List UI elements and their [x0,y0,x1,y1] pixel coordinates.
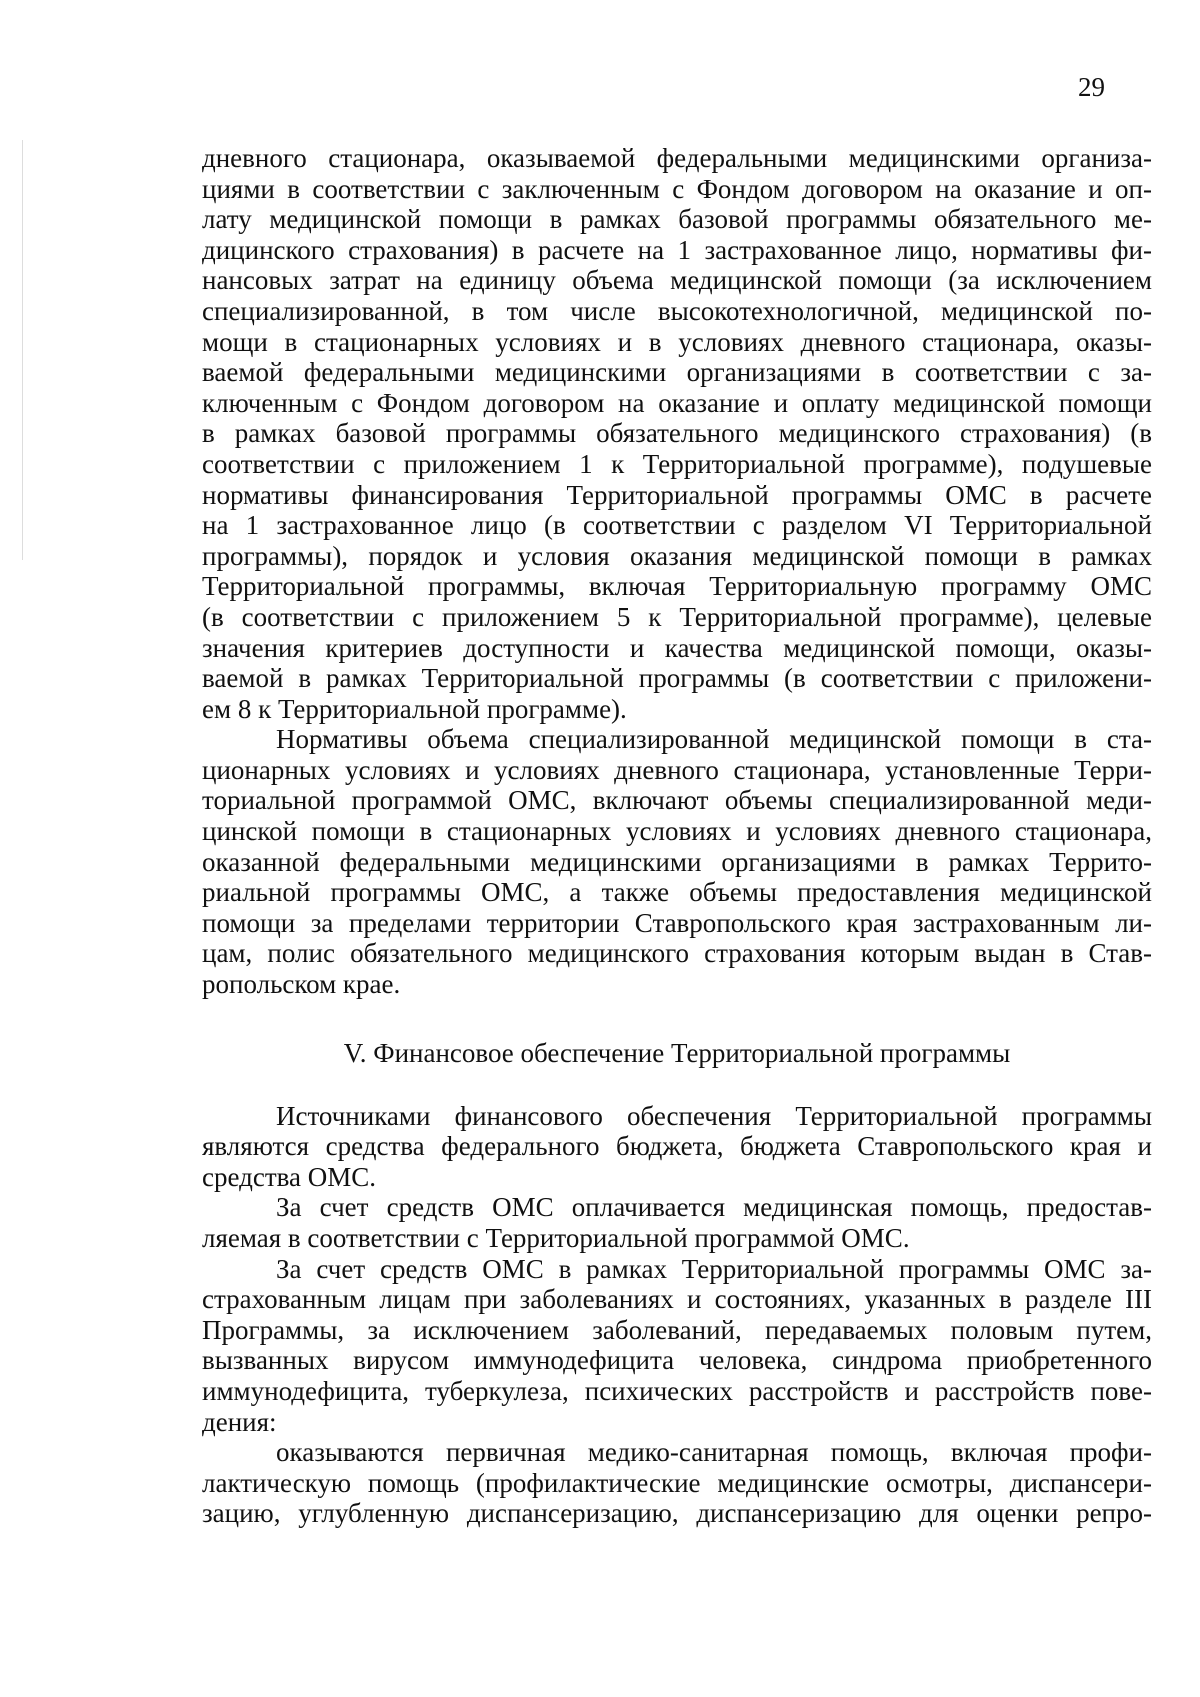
page-number: 29 [1078,72,1105,102]
paragraph-first-line: За счет средств ОМС в рамках Территориальной программы ОМС за- [276,1253,1152,1284]
text-line: ляемая в соответствии с Территориальной программой ОМС. [202,1223,910,1253]
text-line: ваемой федеральными медицинскими организациями в соответствии с за- [202,357,1152,388]
text-line: (в соответствии с приложением 5 к Территориальной программе), целевые [202,601,1152,632]
text-line: значения критериев доступности и качества медицинской помощи, оказы- [202,632,1152,663]
document-body [202,143,1152,1529]
text-line: лату медицинской помощи в рамках базовой программы обязательного ме- [202,204,1152,235]
text-line: дицинского страхования) в расчете на 1 застрахованное лицо, нормативы фи- [202,234,1152,265]
text-line: нансовых затрат на единицу объема медицинской помощи (за исключением [202,265,1152,296]
text-line: являются средства федерального бюджета, бюджета Ставропольского края и [202,1131,1152,1162]
text-line: зацию, углубленную диспансеризацию, диспансеризацию для оценки репро- [202,1498,1152,1529]
text-line: в рамках базовой программы обязательного медицинского страхования) (в [202,418,1152,449]
text-line: помощи за пределами территории Ставропольского края застрахованным ли- [202,907,1152,938]
text-line: иммунодефицита, туберкулеза, психических расстройств и расстройств пове- [202,1375,1152,1406]
text-line: вызванных вирусом иммунодефицита человека, синдрома приобретенного [202,1345,1152,1376]
text-line: цам, полис обязательного медицинского страхования которым выдан в Став- [202,938,1152,969]
text-line: специализированной, в том числе высокотехнологичной, медицинской по- [202,295,1152,326]
text-line: соответствии с приложением 1 к Территориальной программе), подушевые [202,448,1152,479]
text-line: на 1 застрахованное лицо (в соответствии с разделом VI Территориальной [202,510,1152,541]
paragraph-first-line: Нормативы объема специализированной медицинской помощи в ста- [276,724,1152,755]
text-line: ключенным с Фондом договором на оказание и оплату медицинской помощи [202,387,1152,418]
text-line: ториальной программой ОМС, включают объемы специализированной меди- [202,785,1152,816]
section-spacer [202,1068,1152,1101]
paragraph-first-line: За счет средств ОМС оплачивается медицинская помощь, предостав- [276,1192,1152,1223]
text-line: средства ОМС. [202,1161,377,1192]
text-line: ционарных условиях и условиях дневного стационара, установленные Терри- [202,754,1152,785]
text-line: Программы, за исключением заболеваний, передаваемых половым путем, [202,1314,1152,1345]
scan-edge-mark [22,140,23,560]
text-line: лактическую помощь (профилактические медицинские осмотры, диспансери- [202,1467,1152,1498]
text-line: ем 8 к Территориальной программе). [202,693,627,724]
section-spacer [202,1000,1152,1038]
text-line: страхованным лицам при заболеваниях и состояниях, указанных в разделе III [202,1284,1152,1315]
text-line: ропольском крае. [202,969,401,1000]
text-line: циями в соответствии с заключенным с Фондом договором на оказание и оп- [202,173,1152,204]
text-line: Территориальной программы, включая Территориальную программу ОМС [202,571,1152,602]
text-line: дневного стационара, оказываемой федеральными медицинскими организа- [202,143,1152,173]
section-heading: V. Финансовое обеспечение Территориальной программы [343,1037,1011,1068]
text-line: программы), порядок и условия оказания медицинской помощи в рамках [202,540,1152,571]
text-line: дения: [202,1406,277,1437]
text-line: риальной программы ОМС, а также объемы предоставления медицинской [202,877,1152,908]
text-line: мощи в стационарных условиях и в условиях дневного стационара, оказы- [202,326,1152,357]
text-line: цинской помощи в стационарных условиях и условиях дневного стационара, [202,816,1152,847]
text-line: нормативы финансирования Территориальной программы ОМС в расчете [202,479,1152,510]
paragraph-first-line: Источниками финансового обеспечения Территориальной программы [276,1100,1152,1131]
paragraph-first-line: оказываются первичная медико-санитарная помощь, включая профи- [276,1437,1152,1468]
text-line: оказанной федеральными медицинскими организациями в рамках Террито- [202,846,1152,877]
text-line: ваемой в рамках Территориальной программы (в соответствии с приложени- [202,663,1152,694]
